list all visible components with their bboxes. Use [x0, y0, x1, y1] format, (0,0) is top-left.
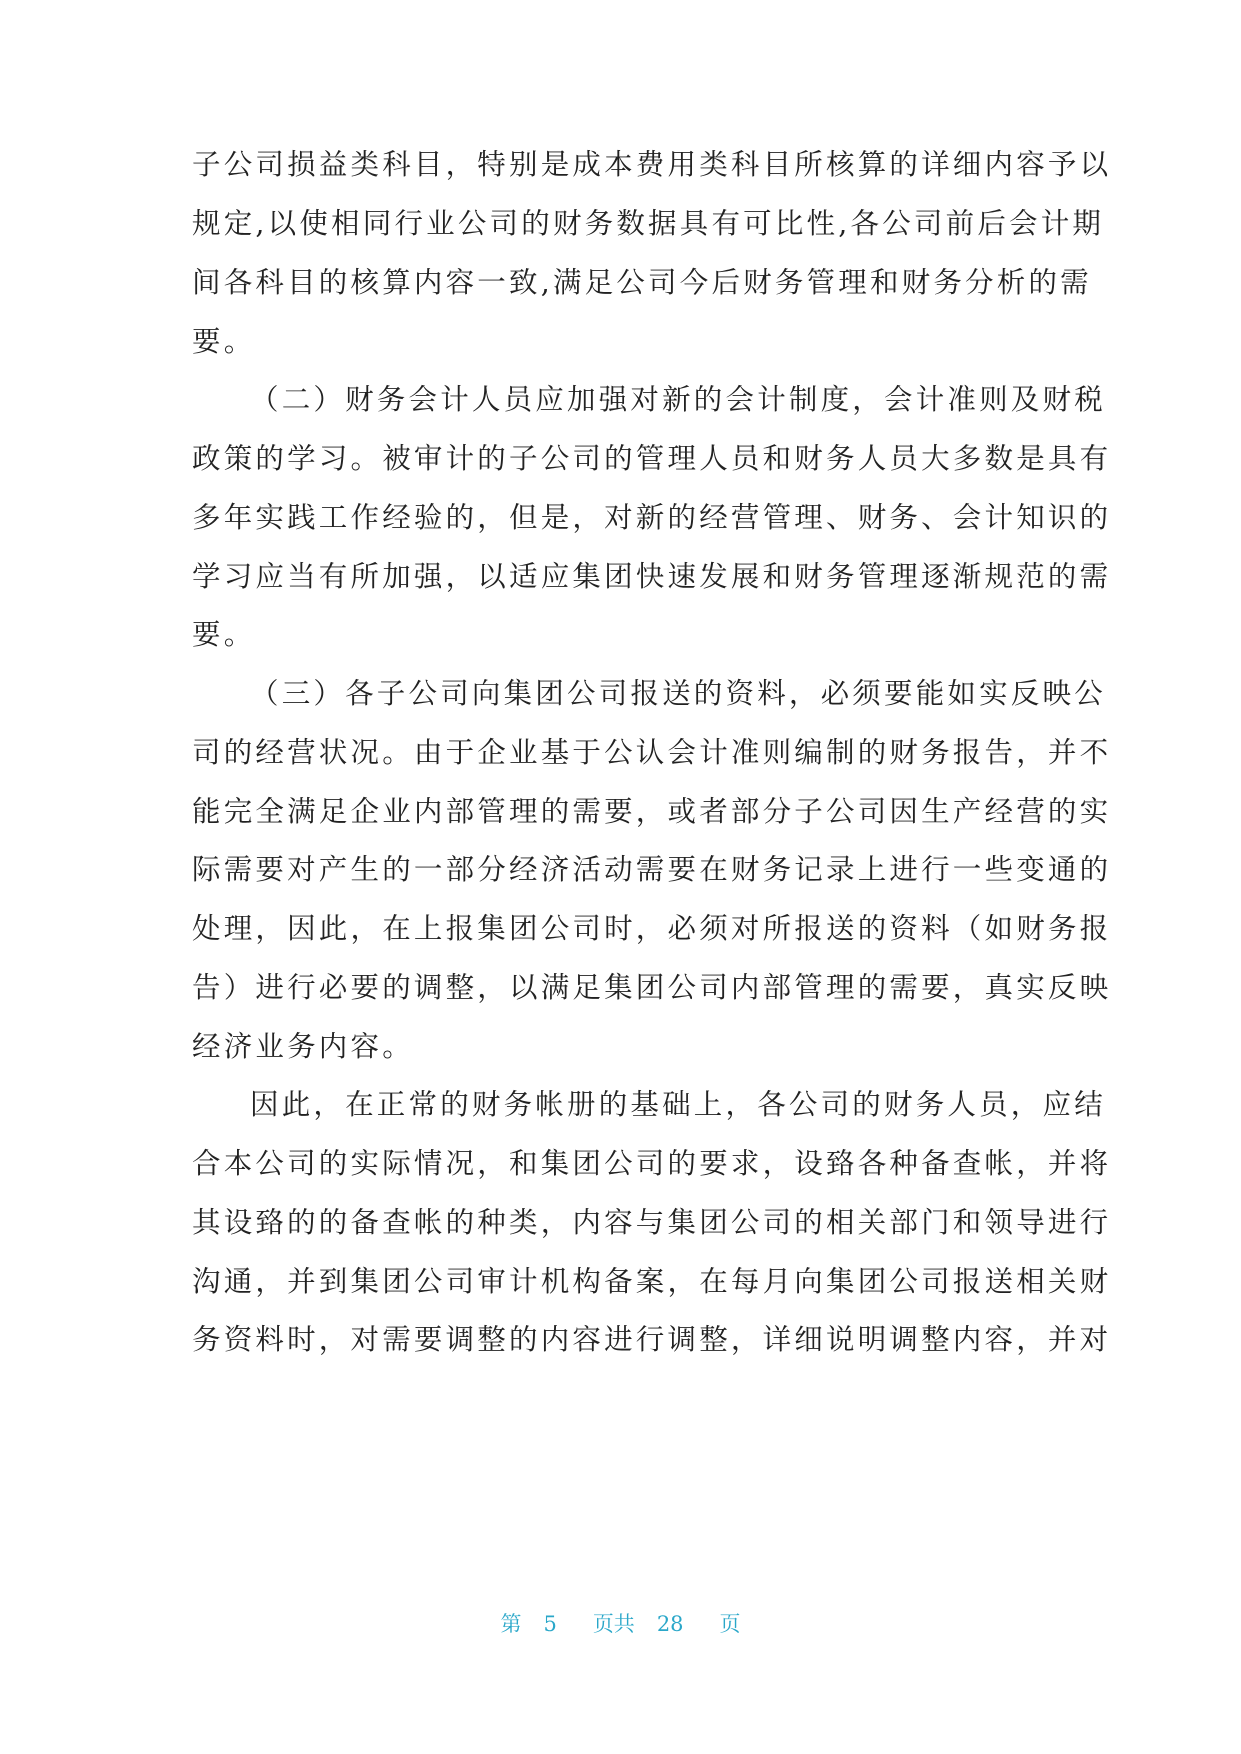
- paragraph-4-line-4: 沟通，并到集团公司审计机构备案，在每月向集团公司报送相关财: [192, 1265, 1112, 1298]
- footer-prefix: 第: [500, 1612, 522, 1636]
- paragraph-3-line-7: 经济业务内容。: [192, 1030, 414, 1063]
- paragraph-3-line-1: （三）各子公司向集团公司报送的资料，必须要能如实反映公: [250, 677, 1106, 710]
- paragraph-4-line-3: 其设臵的的备查帐的种类，内容与集团公司的相关部门和领导进行: [192, 1206, 1112, 1239]
- paragraph-2-line-1: （二）财务会计人员应加强对新的会计制度，会计准则及财税: [250, 383, 1106, 416]
- footer-current-page: 5: [543, 1612, 557, 1636]
- page-footer: [0, 1608, 1241, 1638]
- paragraph-2-line-3: 多年实践工作经验的，但是，对新的经营管理、财务、会计知识的: [192, 501, 1112, 534]
- footer-total-pages: 28: [656, 1612, 684, 1636]
- paragraph-1-line-4: 要。: [192, 325, 256, 358]
- paragraph-4-line-5: 务资料时，对需要调整的内容进行调整，详细说明调整内容，并对: [192, 1323, 1112, 1356]
- paragraph-3-line-6: 告）进行必要的调整，以满足集团公司内部管理的需要，真实反映: [192, 971, 1112, 1004]
- paragraph-2-line-4: 学习应当有所加强，以适应集团快速发展和财务管理逐渐规范的需: [192, 560, 1112, 593]
- paragraph-1-line-3: 间各科目的核算内容一致,满足公司今后财务管理和财务分析的需: [192, 266, 1092, 299]
- paragraph-3-line-5: 处理，因此，在上报集团公司时，必须对所报送的资料（如财务报: [192, 912, 1112, 945]
- paragraph-2-line-2: 政策的学习。被审计的子公司的管理人员和财务人员大多数是具有: [192, 442, 1112, 475]
- paragraph-1-line-1: 子公司损益类科目，特别是成本费用类科目所核算的详细内容予以: [192, 148, 1112, 181]
- paragraph-3-line-3: 能完全满足企业内部管理的需要，或者部分子公司因生产经营的实: [192, 795, 1112, 828]
- paragraph-3-line-4: 际需要对产生的一部分经济活动需要在财务记录上进行一些变通的: [192, 853, 1112, 886]
- footer-suffix: 页: [719, 1612, 741, 1636]
- footer-middle: 页共: [592, 1612, 635, 1636]
- paragraph-4-line-1: 因此，在正常的财务帐册的基础上，各公司的财务人员，应结: [250, 1088, 1106, 1121]
- paragraph-4-line-2: 合本公司的实际情况，和集团公司的要求，设臵各种备查帐，并将: [192, 1147, 1112, 1180]
- paragraph-3-line-2: 司的经营状况。由于企业基于公认会计准则编制的财务报告，并不: [192, 736, 1112, 769]
- paragraph-2-line-5: 要。: [192, 618, 256, 651]
- paragraph-1-line-2: 规定,以使相同行业公司的财务数据具有可比性,各公司前后会计期: [192, 207, 1105, 240]
